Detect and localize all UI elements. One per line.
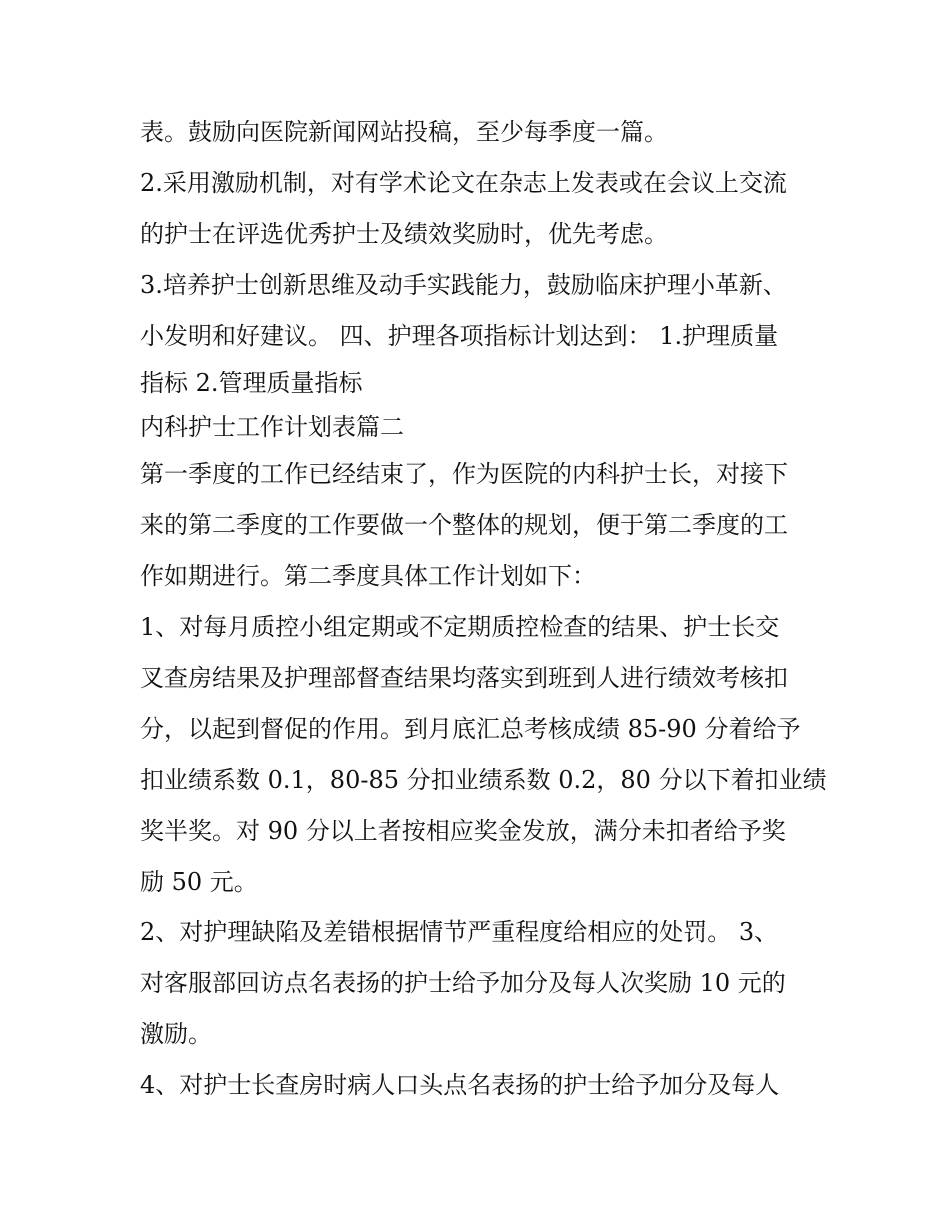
text-line: 奖半奖。对 90 分以上者按相应奖金发放，满分未扣者给予奖	[140, 816, 786, 845]
text-line: 2.采用激励机制，对有学术论文在杂志上发表或在会议上交流	[140, 168, 787, 197]
text-line: 表。鼓励向医院新闻网站投稿，至少每季度一篇。	[140, 118, 668, 146]
text-line: 分，以起到督促的作用。到月底汇总考核成绩 85-90 分着给予	[140, 714, 801, 743]
text-line: 第一季度的工作已经结束了，作为医院的内科护士长，对接下	[140, 460, 788, 489]
text-line: 1、对每月质控小组定期或不定期质控检查的结果、护士长交	[140, 613, 780, 642]
text-line: 3.培养护士创新思维及动手实践能力，鼓励临床护理小革新、	[140, 270, 787, 299]
text-line: 的护士在评选优秀护士及绩效奖励时，优先考虑。	[140, 219, 668, 248]
text-line: 扣业绩系数 0.1，80-85 分扣业绩系数 0.2，80 分以下着扣业绩	[140, 765, 827, 794]
section-heading: 内科护士工作计划表篇二	[140, 413, 404, 442]
text-line: 来的第二季度的工作要做一个整体的规划，便于第二季度的工	[140, 511, 788, 540]
text-line: 4、对护士长查房时病人口头点名表扬的护士给予加分及每人	[140, 1071, 780, 1100]
text-line: 激励。	[140, 1020, 212, 1049]
document-body	[140, 107, 827, 1111]
text-line: 叉查房结果及护理部督查结果均落实到班到人进行绩效考核扣	[140, 664, 788, 693]
text-line: 作如期进行。第二季度具体工作计划如下：	[140, 562, 596, 591]
text-line: 励 50 元。	[140, 867, 258, 896]
text-line: 对客服部回访点名表扬的护士给予加分及每人次奖励 10 元的	[140, 969, 786, 998]
text-line: 2、对护理缺陷及差错根据情节严重程度给相应的处罚。 3、	[140, 918, 779, 947]
text-line: 指标 2.管理质量指标	[140, 369, 363, 398]
text-line: 小发明和好建议。 四、护理各项指标计划达到： 1.护理质量	[140, 321, 779, 350]
